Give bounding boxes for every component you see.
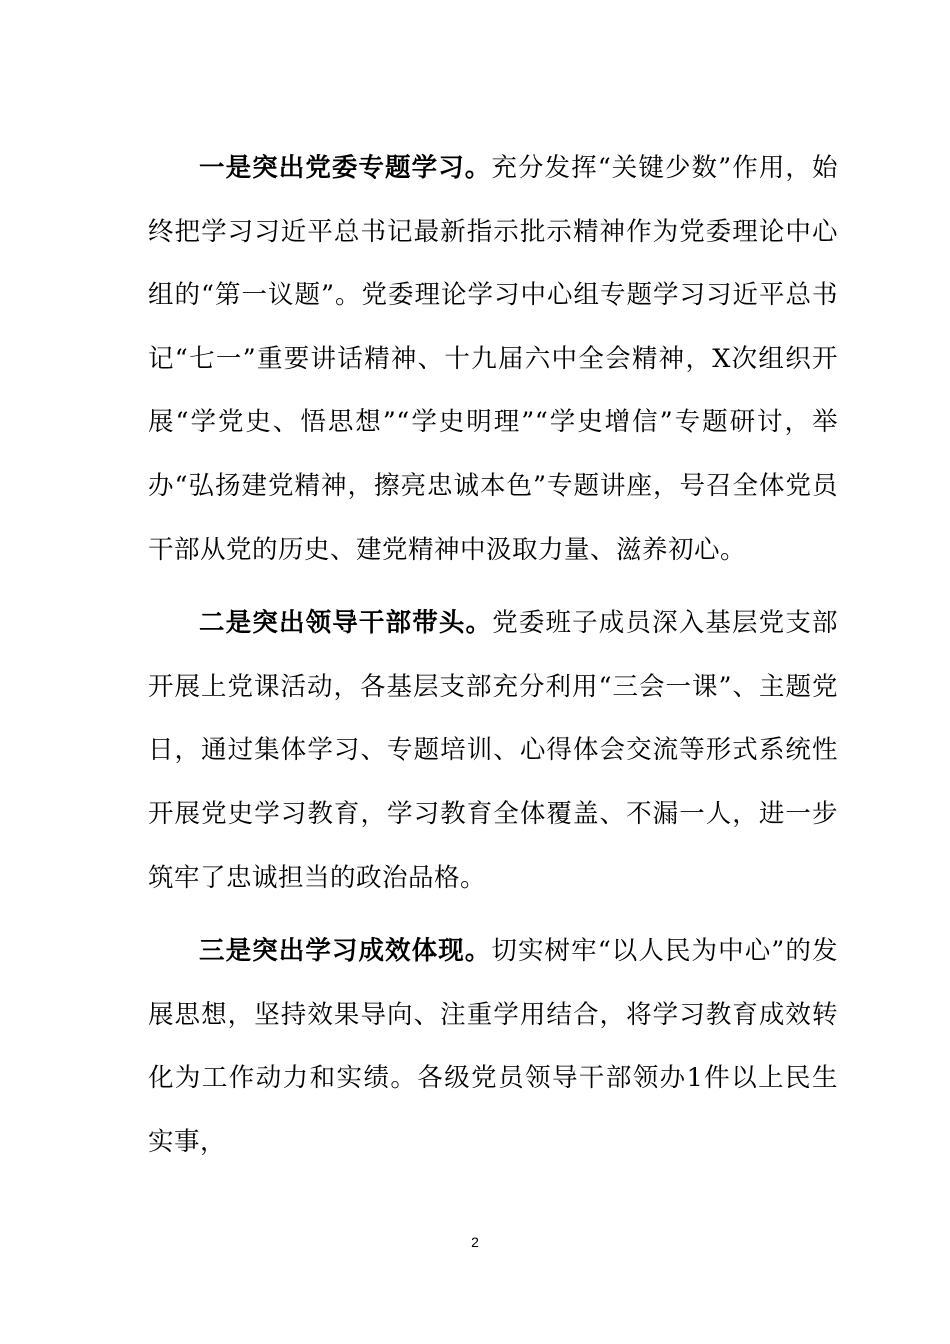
page-number: 2 <box>471 1234 479 1250</box>
paragraph-3 <box>148 920 838 1174</box>
paragraph-2 <box>148 592 838 910</box>
document-body <box>148 137 838 1175</box>
paragraph-1-text: 充分发挥“关键少数”作用，始终把学习习近平总书记最新指示批示精神作为党委理论中心组的“第一议题”。党委理论学习中心组专题学习习近平总书记“七一”重要讲话精神、十九届六中全会精神，X次组织开展“学党史、悟思想”“学史明理”“学史增信”专题研讨，举办“弘扬建党精神，擦亮忠诚本色”专题讲座，号召全体党员干部从党的历史、建党精神中汲取力量、滋养初心。 <box>148 153 838 565</box>
paragraph-3-lead: 三是突出学习成效体现。 <box>199 936 492 967</box>
paragraph-3-text: 切实树牢“以人民为中心”的发展思想，坚持效果导向、注重学用结合，将学习教育成效转化为工作动力和实绩。各级党员领导干部领办1件以上民生实事， <box>148 936 838 1157</box>
paragraph-2-lead: 二是突出领导干部带头。 <box>199 608 493 639</box>
paragraph-2-text: 党委班子成员深入基层党支部开展上党课活动，各基层支部充分利用“三会一课”、主题党日，通过集体学习、专题培训、心得体会交流等形式系统性开展党史学习教育，学习教育全体覆盖、不漏一人，进一步筑牢了忠诚担当的政治品格。 <box>148 608 838 893</box>
paragraph-1 <box>148 137 838 582</box>
paragraph-1-lead: 一是突出党委专题学习。 <box>199 153 492 183</box>
